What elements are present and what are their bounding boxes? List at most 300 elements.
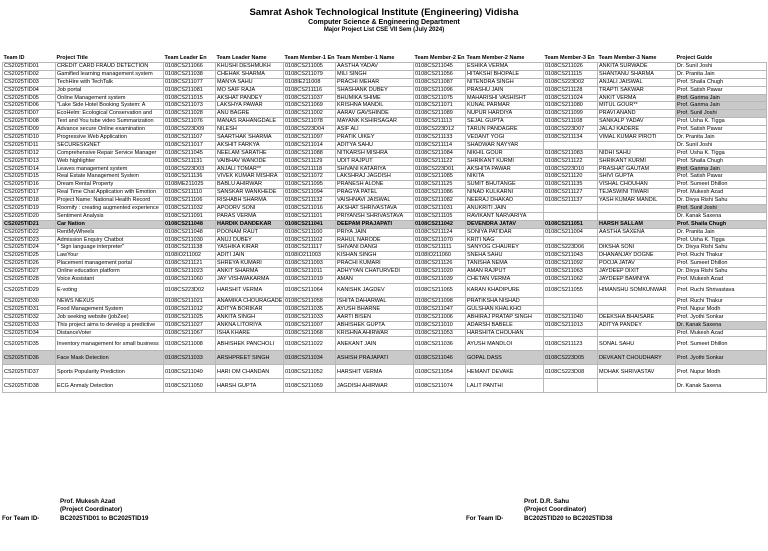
col-project-title-cell: DistanceVoter (56, 329, 164, 337)
col-leader-name-cell: ANKITA SINGH (216, 313, 284, 321)
coordinator-left-role: (Project Coordinator) (60, 506, 123, 514)
col-m1-name-cell: ASIF ALI (336, 126, 414, 134)
col-guide-cell: Dr. Divya Rishi Sahu (676, 268, 767, 276)
col-m1-name-cell: MAYANK KSHIRSAGAR (336, 118, 414, 126)
col-m3-en-cell (544, 236, 598, 244)
col-leader-name-cell: LAKSHYA PAWAR (216, 102, 284, 110)
col-m2-en-cell: 0108CS211045 (414, 63, 466, 71)
col-m2-en-cell: 0108CS211075 (414, 94, 466, 102)
col-guide-cell: Prof. Sunil Joshi (676, 205, 767, 213)
col-m1-en-cell: 0108CS211002 (284, 110, 336, 118)
col-m1-en-cell: 0108CS211079 (284, 70, 336, 78)
col-guide-cell: Dr. Pranita Jain (676, 228, 767, 236)
table-row (3, 220, 767, 228)
col-m2-en-cell: 0108CS211071 (414, 102, 466, 110)
col-m3-name-cell: AASTHA SAXENA (598, 228, 676, 236)
col-m3-en-cell: 0108CS211108 (544, 118, 598, 126)
col-leader-en-cell: 0108ME211025 (164, 181, 216, 189)
col-m1-name-cell: KRISHNA AHIRWAR (336, 329, 414, 337)
coordinator-left-name: Prof. Mukesh Azad (60, 498, 116, 505)
col-project-title-cell: Gamified learning management system (56, 70, 164, 78)
col-project-title-cell: Car Nation (56, 220, 164, 228)
col-project-title-cell: Advance secure Online examination (56, 126, 164, 134)
col-m3-name-cell (598, 297, 676, 305)
col-guide-cell: Prof. Ruchi Thakur (676, 297, 767, 305)
col-m2-en-cell: 0108CS211086 (414, 189, 466, 197)
col-team-id-cell: CS2025TID31 (3, 305, 56, 313)
col-leader-name-cell: MO SAIF RAJA (216, 86, 284, 94)
col-guide-cell: Prof. Nupur Modh (676, 365, 767, 379)
col-m3-name-cell (598, 329, 676, 337)
col-leader-en-cell: 0108CS211030 (164, 236, 216, 244)
col-m1-name-cell: BHUMIKA SHIME (336, 94, 414, 102)
col-m3-en-cell: 0108CS211099 (544, 110, 598, 118)
col-m2-name-cell: TANISHA NEMA (466, 260, 544, 268)
col-guide-cell: Dr. Divya Rishi Sahu (676, 197, 767, 205)
col-m2-en-cell: 0108CS211085 (414, 173, 466, 181)
table-row (3, 181, 767, 189)
col-m1-en-cell: 0108CS211118 (284, 165, 336, 173)
col-team-id-cell: CS2025TID13 (3, 157, 56, 165)
table-row (3, 141, 767, 149)
col-leader-en-cell: 0108CS211032 (164, 205, 216, 213)
coordinator-right-name: Prof. D.R. Sahu (524, 498, 570, 505)
col-leader-name-cell: AKSHIT FARKYA (216, 141, 284, 149)
col-m3-en-cell: 0108CS211024 (544, 94, 598, 102)
col-m2-name-cell: RAVIKANT NARVARIYA (466, 212, 544, 220)
table-row (3, 305, 767, 313)
col-project-title-cell: Face Mask Detection (56, 351, 164, 365)
col-m3-name-cell: ANKITA SURWADE (598, 63, 676, 71)
col-leader-en-cell: 0108CS211107 (164, 134, 216, 142)
col-team-id-cell: CS2025TID22 (3, 228, 56, 236)
col-leader-en-cell: 0108CS211110 (164, 189, 216, 197)
col-project-title-cell: Leaves management system (56, 165, 164, 173)
col-project-title-cell: ECG Anmaly Detection (56, 379, 164, 393)
col-leader-name-cell: SHREYA KUMARI (216, 260, 284, 268)
col-leader-en-cell: 0108CS223D09 (164, 126, 216, 134)
col-m1-en-cell: 0108CS223D04 (284, 126, 336, 134)
col-m2-name-cell: NUPUR HARDIYA (466, 110, 544, 118)
col-leader-en-cell: 0108CS211121 (164, 260, 216, 268)
col-m3-en-cell: 0108CS211120 (544, 173, 598, 181)
col-guide-cell: Dr. Divya Rishi Sahu (676, 244, 767, 252)
col-m2-name-cell: DEVENDRA JATAV (466, 220, 544, 228)
col-m3-en-cell: 0108CS211062 (544, 276, 598, 284)
col-m2-name-cell: TARUN PANDAGRE (466, 126, 544, 134)
col-project-title-cell: Web highlighter (56, 157, 164, 165)
col-m2-name-cell: GULSHAN KHALKHO (466, 305, 544, 313)
col-leader-name-cell: ISHA KHARE (216, 329, 284, 337)
col-guide-cell: Dr. Sunil Joshi (676, 141, 767, 149)
col-m1-en-cell: 0108CS211129 (284, 157, 336, 165)
col-m1-en-cell: 0108CS211101 (284, 212, 336, 220)
table-row (3, 337, 767, 351)
col-m3-en-cell: 0108CS223D08 (544, 365, 598, 379)
col-leader-name-cell: VAIBHAV WANODE (216, 157, 284, 165)
col-m2-name-cell: LALIT PANTHI (466, 379, 544, 393)
col-m2-name-cell: NEERAJ DHAKAD (466, 197, 544, 205)
col-m2-en-cell: 0108CS211114 (414, 141, 466, 149)
col-m1-name-cell: UDIT RAJPUT (336, 157, 414, 165)
col-m1-name-cell: JAGDISH AHIRWAR (336, 379, 414, 393)
col-m3-en-cell: 0108CS223D06 (544, 244, 598, 252)
col-m3-en-cell: 0108CS211122 (544, 157, 598, 165)
col-guide-cell: Prof. Sunil Joshi (676, 110, 767, 118)
col-project-title-header: Project Title (56, 55, 88, 62)
col-m2-name-cell: NITENDRA SINGH (466, 78, 544, 86)
col-m2-name-header: Team Member-2 Name (466, 55, 525, 62)
col-guide-cell: Prof. Satish Pawar (676, 86, 767, 94)
col-m1-en-cell: 0108CS211016 (284, 205, 336, 213)
col-m1-name-cell: PRAGYA PATEL (336, 189, 414, 197)
col-m2-name-cell: KRITI NAG (466, 236, 544, 244)
col-m2-en-cell: 0108CS211046 (414, 351, 466, 365)
col-m1-name-cell: AARTI BISEN (336, 313, 414, 321)
col-leader-en-cell: 0108CS211012 (164, 305, 216, 313)
col-m1-en-cell: 0108CS211007 (284, 321, 336, 329)
col-m1-en-cell: 0108IE211008 (284, 78, 336, 86)
col-team-id-cell: CS2025TID05 (3, 94, 56, 102)
table-row (3, 244, 767, 252)
table-row (3, 236, 767, 244)
col-leader-en-cell: 0108CS223D02 (164, 283, 216, 297)
col-m1-en-cell: 0108CS211078 (284, 118, 336, 126)
col-team-id-cell: CS2025TID15 (3, 173, 56, 181)
col-leader-en-header: Team Leader En (164, 55, 207, 62)
col-team-id-cell: CS2025TID34 (3, 329, 56, 337)
col-m2-en-cell: 0108CS211054 (414, 365, 466, 379)
col-leader-name-cell: ARSHPREET SINGH (216, 351, 284, 365)
col-m2-en-cell: 0108CS211122 (414, 157, 466, 165)
col-m1-en-cell: 0108CS211059 (284, 379, 336, 393)
col-project-title-cell: Comprehensive Repair Service Manager (56, 149, 164, 157)
col-m2-name-cell: AKSHITA PAWAR (466, 165, 544, 173)
col-leader-name-cell: ADITYA BORIKAR (216, 305, 284, 313)
col-leader-en-cell: 0108CS211027 (164, 321, 216, 329)
col-m2-en-cell: 0108CS211042 (414, 220, 466, 228)
col-m1-name-cell: KANISHK JAGDEV (336, 283, 414, 297)
document-header (0, 8, 768, 34)
table-row (3, 94, 767, 102)
col-m2-name-cell: VEDANT YOGI (466, 134, 544, 142)
col-m3-name-cell: TEJASWINI TIWARI (598, 189, 676, 197)
col-leader-en-cell: 0108CS211073 (164, 102, 216, 110)
table-row (3, 268, 767, 276)
col-team-id-cell: CS2025TID32 (3, 313, 56, 321)
col-team-id-header: Team ID (3, 55, 25, 62)
col-m2-name-cell: NINAD KULKARNI (466, 189, 544, 197)
col-guide-cell: Prof. Mukesh Azad (676, 329, 767, 337)
col-project-title-cell: Online Management system (56, 94, 164, 102)
col-m3-name-cell: SHRIKANT KURMI (598, 157, 676, 165)
col-m3-en-cell: 0108CS211115 (544, 70, 598, 78)
col-guide-cell: Prof. Jyothi Sonkar (676, 351, 767, 365)
col-m3-name-cell: DEEKSHA BHAISARE (598, 313, 676, 321)
col-leader-en-cell: 0108CS211021 (164, 297, 216, 305)
col-m3-name-cell: VIMAL KUMAR PIROTI (598, 134, 676, 142)
col-m1-en-cell: 0108CS211034 (284, 351, 336, 365)
col-m1-name-cell: PRIYANSH SHRIVASTAVA (336, 212, 414, 220)
col-team-id-cell: CS2025TID18 (3, 197, 56, 205)
col-leader-name-cell: ANUJ DUBEY (216, 236, 284, 244)
col-leader-en-cell: 0108CS211028 (164, 110, 216, 118)
col-m2-name-cell: CHETAN VERMA (466, 276, 544, 284)
col-m1-name-cell: AYUSH BHARNE (336, 305, 414, 313)
col-leader-name-cell: BABLU AHIRWAR (216, 181, 284, 189)
table-row (3, 86, 767, 94)
col-m1-en-cell: 0108CS211035 (284, 305, 336, 313)
table-row (3, 260, 767, 268)
col-m2-en-cell: 0108CS223D12 (414, 126, 466, 134)
col-m1-en-cell: 0108CS211116 (284, 86, 336, 94)
table-row (3, 118, 767, 126)
col-project-title-cell: Sentiment Analysis (56, 212, 164, 220)
col-project-title-cell: Job seeking website (jobZee) (56, 313, 164, 321)
col-m1-name-cell: DEEPAM PRAJAPATI (336, 220, 414, 228)
col-m3-en-cell: 0108CS211127 (544, 189, 598, 197)
col-m3-en-cell (544, 141, 598, 149)
col-m2-en-cell: 0108CS211105 (414, 212, 466, 220)
col-team-id-cell: CS2025TID36 (3, 351, 56, 365)
col-m1-en-cell: 0108CS211058 (284, 297, 336, 305)
col-m1-en-cell: 0108CS211093 (284, 260, 336, 268)
col-m3-name-cell (598, 141, 676, 149)
col-m2-name-cell: HARSHITA CHOUHAN (466, 329, 544, 337)
col-project-title-cell: Sports Popularity Prediction (56, 365, 164, 379)
col-guide-cell: Prof. Ruchi Shrivastava (676, 283, 767, 297)
col-team-id-cell: CS2025TID14 (3, 165, 56, 173)
col-m2-name-cell: KARAN KHADIPURE (466, 283, 544, 297)
col-leader-en-cell: 0108CS211077 (164, 78, 216, 86)
col-leader-name-cell: PARAS VERMA (216, 212, 284, 220)
col-guide-cell: Prof. Usha K. Tigga (676, 149, 767, 157)
col-m1-en-cell: 0108CS211019 (284, 276, 336, 284)
col-m1-name-cell: ADITYA SAHU (336, 141, 414, 149)
col-team-id-cell: CS2025TID38 (3, 379, 56, 393)
col-m2-en-cell: 0108CS211133 (414, 134, 466, 142)
col-m1-en-cell: 0108CS211095 (284, 181, 336, 189)
col-m2-name-cell: ABHIRAJ PRATAP SINGH (466, 313, 544, 321)
col-team-id-cell: CS2025TID03 (3, 78, 56, 86)
table-row (3, 379, 767, 393)
col-m3-en-cell (544, 205, 598, 213)
col-m1-name-cell: KRISHNA MANDIL (336, 102, 414, 110)
col-m3-name-cell: PRAVI ANAND (598, 110, 676, 118)
table-row (3, 134, 767, 142)
col-guide-header: Project Guide (676, 55, 713, 62)
col-m1-en-cell: 0108CS211068 (284, 329, 336, 337)
col-m1-name-cell: ADHYYAN CHATURVEDI (336, 268, 414, 276)
col-project-title-cell: Placement management portal (56, 260, 164, 268)
col-m2-en-cell: 0108CS211074 (414, 379, 466, 393)
col-leader-name-cell: SAARTHAK SHARMA (216, 134, 284, 142)
col-project-title-cell: RentMyWheels (56, 228, 164, 236)
table-row (3, 63, 767, 71)
table-row (3, 157, 767, 165)
col-leader-name-cell: POONAM RAUT (216, 228, 284, 236)
col-team-id-cell: CS2025TID01 (3, 63, 56, 71)
col-leader-name-cell: RISHABH SHARMA (216, 197, 284, 205)
table-row (3, 228, 767, 236)
col-m1-name-cell: PRACHI MEHAR (336, 78, 414, 86)
col-leader-name-cell: AKSHAT PANDEY (216, 94, 284, 102)
col-team-id-cell: CS2025TID02 (3, 70, 56, 78)
col-project-title-cell: NEWS NEXUS (56, 297, 164, 305)
col-m3-name-cell: ANJALI JAISWAL (598, 78, 676, 86)
col-m2-en-cell: 0108CS211124 (414, 228, 466, 236)
table-row (3, 165, 767, 173)
col-project-title-cell: Real Estate Management System (56, 173, 164, 181)
col-m2-name-cell: PRASHU JAIN (466, 86, 544, 94)
col-team-id-cell: CS2025TID23 (3, 236, 56, 244)
col-guide-cell: Prof. Mukesh Azad (676, 276, 767, 284)
col-leader-en-cell: 0108CS211136 (164, 173, 216, 181)
table-row (3, 283, 767, 297)
coordinator-right-role: (Project Coordinator) (524, 506, 587, 514)
col-project-title-cell: EcoHelm: Ecological Conservation and (56, 110, 164, 118)
col-guide-cell: Prof. Satish Pawar (676, 126, 767, 134)
col-guide-cell: Dr. Kanak Saxena (676, 379, 767, 393)
col-m3-name-header: Team Member-3 Name (598, 55, 657, 62)
col-m1-en-cell: 0108CS211041 (284, 220, 336, 228)
col-m3-en-cell: 0108CS211137 (544, 197, 598, 205)
col-m3-en-cell: 0108CS211004 (544, 228, 598, 236)
col-guide-cell: Prof. Usha K. Tigga (676, 118, 767, 126)
col-m2-en-cell: 0108CS211087 (414, 78, 466, 86)
col-m3-name-cell: VISHAL CHOUHAN (598, 181, 676, 189)
col-m2-name-cell: ADARSH BABELE (466, 321, 544, 329)
col-m3-en-cell: 0108CS223D05 (544, 351, 598, 365)
col-m2-en-cell: 0108CS211098 (414, 297, 466, 305)
col-project-title-cell: SECURESIGNET (56, 141, 164, 149)
col-m2-en-cell: 0108CS211056 (414, 70, 466, 78)
coordinator-left-range: BC2025TID01 to BC2025TID19 (60, 514, 149, 522)
table-row (3, 126, 767, 134)
table-row (3, 212, 767, 220)
table-row (3, 149, 767, 157)
col-m1-name-cell: SHASHANK DUBEY (336, 86, 414, 94)
col-m3-name-cell: MITUL GOUR** (598, 102, 676, 110)
col-m2-name-cell: HITAKSHI BHOPALE (466, 70, 544, 78)
col-m3-name-cell: NIDHI SAHU (598, 149, 676, 157)
project-table (2, 54, 767, 393)
col-m1-name-cell: RAHUL NARODE (336, 236, 414, 244)
col-m2-en-cell: 0108CS211126 (414, 260, 466, 268)
col-team-id-cell: CS2025TID04 (3, 86, 56, 94)
col-m2-en-cell: 0108CS223D01 (414, 165, 466, 173)
col-m1-en-cell: 0108CS211100 (284, 228, 336, 236)
col-project-title-cell: Real Time Chat Application with Emotion (56, 189, 164, 197)
col-m1-en-cell: 0108CS211014 (284, 141, 336, 149)
col-m3-en-header: Team Member-3 En (544, 55, 595, 62)
table-row (3, 313, 767, 321)
col-m3-name-cell: JALAJ KADERE (598, 126, 676, 134)
col-leader-en-cell: 0108CS211045 (164, 149, 216, 157)
col-leader-en-cell: 0108CS211067 (164, 329, 216, 337)
col-leader-name-cell: ABHISHEK PANCHOLI (216, 337, 284, 351)
col-m2-name-cell: SHRIKANT KURMI (466, 157, 544, 165)
col-guide-cell: Prof. Garima Jain (676, 94, 767, 102)
col-project-title-cell: Admission Enquiry Chatbot (56, 236, 164, 244)
col-leader-en-cell: 0108CS211131 (164, 157, 216, 165)
col-m2-en-cell: 0108CS211089 (414, 110, 466, 118)
col-m1-name-cell: PRANESH ALONE (336, 181, 414, 189)
col-leader-name-cell: NILESH (216, 126, 284, 134)
col-m2-name-cell: AYUSH MANDLOI (466, 337, 544, 351)
col-leader-name-cell: JAY VISHWAKARMA (216, 276, 284, 284)
table-row (3, 321, 767, 329)
col-m3-name-cell: PRASHAT GAUTAM (598, 165, 676, 173)
col-m2-en-cell: 0108CS211096 (414, 86, 466, 94)
col-m3-en-cell: 0108CS211135 (544, 181, 598, 189)
coordinator-right-range-line (466, 515, 612, 523)
col-team-id-cell: CS2025TID26 (3, 260, 56, 268)
col-leader-name-cell: NEELAM SARATHE (216, 149, 284, 157)
col-m2-name-cell: MAHARISHI VASHISHT (466, 94, 544, 102)
table-row (3, 351, 767, 365)
list-title: Major Project List CSE VII Sem (July 2024) (323, 26, 445, 33)
col-m3-en-cell (544, 329, 598, 337)
col-m1-en-cell: 0108CS211102 (284, 236, 336, 244)
col-m1-en-cell: 0108CS211033 (284, 313, 336, 321)
col-m3-name-cell (598, 236, 676, 244)
col-guide-cell: Prof. Mukesh Azad (676, 189, 767, 197)
col-project-title-cell: Text and You tube video Summarization (56, 118, 164, 126)
col-project-title-cell: Voice Assistant (56, 276, 164, 284)
col-guide-cell: Prof. Shaila Chugh (676, 220, 767, 228)
coordinator-right (466, 498, 612, 523)
col-m3-en-cell: 0108CS211128 (544, 86, 598, 94)
col-m3-en-cell: 0108CS223D02 (544, 78, 598, 86)
col-m2-en-cell: 0108CS211047 (414, 305, 466, 313)
col-m1-name-cell: LAKSHRAJ JAGDISH (336, 173, 414, 181)
col-m1-name-cell: HARSHIT VERMA (336, 365, 414, 379)
col-leader-name-cell: SANSKAR WANKHEDE (216, 189, 284, 197)
institute-title: Samrat Ashok Technological Institute (Engineering) Vidisha (249, 7, 519, 18)
coordinator-left-label: For Team ID- (2, 514, 40, 522)
col-m1-name-cell: PRIYA JAIN (336, 228, 414, 236)
col-project-title-cell: This project aims to develop a predictive (56, 321, 164, 329)
col-m2-name-cell: NIKHIL GOUR (466, 149, 544, 157)
col-m3-en-cell: 0108CS211040 (544, 313, 598, 321)
col-m2-en-cell: 0108CS211065 (414, 283, 466, 297)
table-row (3, 197, 767, 205)
col-leader-name-cell: KHUSHI DESHMUKH (216, 63, 284, 71)
col-m2-name-cell: AMAN RAJPUT (466, 268, 544, 276)
col-m1-name-cell: AASTHA YADAV (336, 63, 414, 71)
col-m3-name-cell: SANKALP YADAV (598, 118, 676, 126)
coordinator-left-range-line (2, 515, 148, 523)
table-row (3, 297, 767, 305)
col-team-id-cell: CS2025TID37 (3, 365, 56, 379)
col-guide-cell: Prof. Jyothi Sonkar (676, 313, 767, 321)
table-row (3, 189, 767, 197)
col-team-id-cell: CS2025TID17 (3, 189, 56, 197)
col-m1-name-cell: SHIVANI KATARIYA (336, 165, 414, 173)
col-m3-en-cell: 0108CS211043 (544, 252, 598, 260)
col-project-title-cell: E-voting (56, 283, 164, 297)
col-leader-name-cell: HARSH GUPTA (216, 379, 284, 393)
col-m2-en-cell: 0108CS211084 (414, 149, 466, 157)
col-leader-en-cell: 0108CS211076 (164, 118, 216, 126)
col-leader-name-cell: HARSHIT VERMA (216, 283, 284, 297)
col-leader-en-cell: 0108CS211038 (164, 70, 216, 78)
col-m2-en-cell: 0108CS211113 (414, 118, 466, 126)
col-m3-en-cell (544, 305, 598, 313)
col-guide-cell: Prof. Shaila Chugh (676, 78, 767, 86)
col-guide-cell: Dr. Sunil Joshi (676, 63, 767, 71)
